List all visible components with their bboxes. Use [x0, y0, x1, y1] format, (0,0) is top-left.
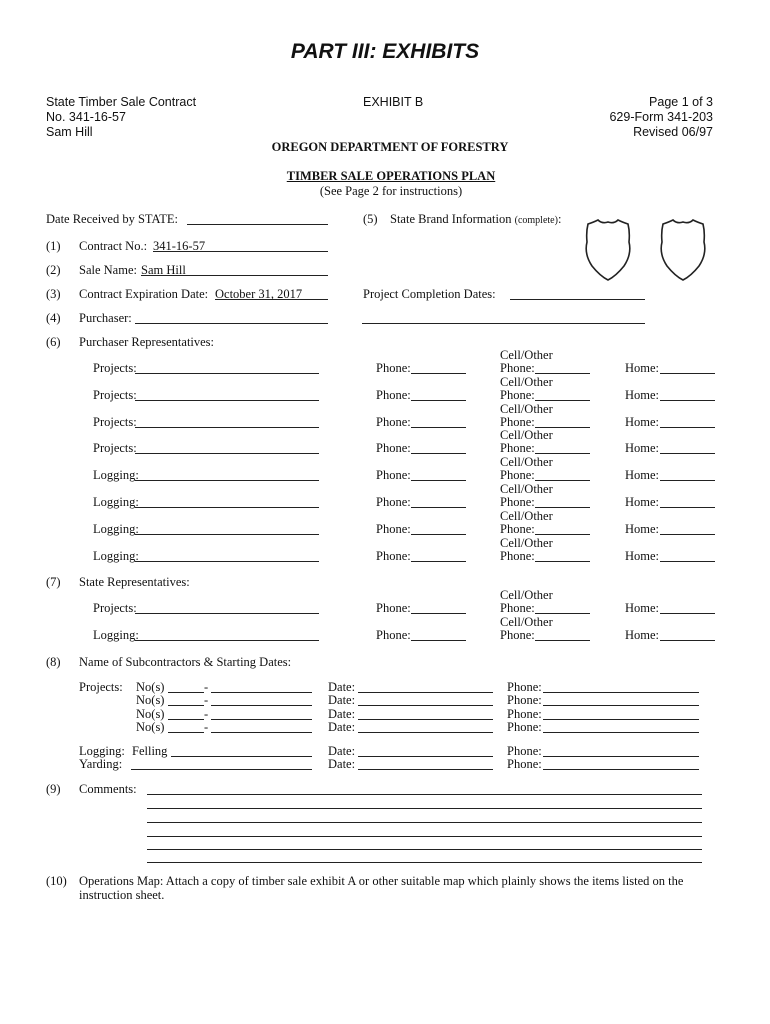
yarding-phone-label: Phone: — [507, 757, 542, 771]
sub-date-label: Date: — [328, 693, 356, 708]
sub-name-field[interactable] — [211, 692, 312, 693]
brand-note: (complete) — [514, 215, 558, 226]
completion-dates-label: Project Completion Dates: — [363, 287, 496, 301]
subcontractors-label: Name of Subcontractors & Starting Dates: — [79, 655, 292, 669]
phone-field[interactable] — [411, 534, 466, 535]
yarding-date-label: Date: — [328, 757, 356, 771]
phone-field[interactable] — [411, 427, 466, 428]
completion-date-field-2[interactable] — [362, 323, 645, 324]
home-label: Home: — [625, 495, 660, 509]
comments-line[interactable] — [147, 836, 702, 837]
home-phone-field[interactable] — [660, 561, 715, 562]
rep-type-label: Logging: — [93, 468, 139, 483]
home-phone-field[interactable] — [660, 534, 715, 535]
yarding-name-field[interactable] — [131, 769, 312, 770]
contract-no-label: Contract No.: — [79, 239, 148, 253]
cell-phone-label: Phone: — [500, 414, 535, 429]
home-label: Home: — [625, 361, 660, 375]
comments-line[interactable] — [147, 862, 702, 863]
comments-line[interactable] — [147, 794, 702, 795]
contract-header-line2: No. 341-16-57 — [46, 110, 126, 124]
sub-dash: - — [204, 706, 209, 721]
sub-phone-label: Phone: — [507, 693, 542, 708]
phone-label: Phone: — [376, 627, 411, 642]
completion-date-field[interactable] — [510, 299, 645, 300]
item-number: (1) — [46, 239, 61, 253]
sub-phone-field[interactable] — [543, 732, 699, 733]
home-phone-field[interactable] — [660, 453, 715, 454]
item-number: (8) — [46, 655, 61, 669]
sub-no-field[interactable] — [168, 732, 204, 733]
cell-other-label: Cell/Other — [500, 455, 553, 470]
home-phone-field[interactable] — [660, 613, 715, 614]
sub-phone-field[interactable] — [543, 719, 699, 720]
sub-name-field[interactable] — [211, 705, 312, 706]
plan-title: TIMBER SALE OPERATIONS PLAN — [286, 169, 496, 183]
phone-field[interactable] — [411, 613, 466, 614]
home-phone-field[interactable] — [660, 507, 715, 508]
rep-name-field[interactable] — [135, 640, 319, 641]
brand-shield-icon[interactable] — [655, 218, 711, 282]
sale-name-field[interactable] — [141, 275, 328, 276]
phone-field[interactable] — [411, 373, 466, 374]
rep-name-field[interactable] — [135, 427, 319, 428]
comments-line[interactable] — [147, 822, 702, 823]
rep-type-label: Projects: — [93, 601, 137, 615]
operations-map-text-2: instruction sheet. — [79, 888, 165, 902]
date-received-field[interactable] — [187, 224, 328, 225]
rep-type-label: Projects: — [93, 361, 137, 375]
contract-no-value[interactable]: 341-16-57 — [153, 239, 206, 253]
brand-shield-icon[interactable] — [580, 218, 636, 282]
cell-phone-label: Phone: — [500, 441, 535, 456]
phone-field[interactable] — [411, 640, 466, 641]
plan-subtitle: (See Page 2 for instructions) — [319, 184, 463, 198]
sub-no-field[interactable] — [168, 719, 204, 720]
yarding-phone-field[interactable] — [543, 769, 699, 770]
home-phone-field[interactable] — [660, 400, 715, 401]
home-label: Home: — [625, 414, 660, 429]
item-number: (3) — [46, 287, 61, 301]
felling-date-field[interactable] — [358, 756, 493, 757]
cell-other-label: Cell/Other — [500, 535, 553, 550]
sub-no-field[interactable] — [168, 692, 204, 693]
sub-logging-label: Logging: — [79, 744, 125, 758]
sub-phone-field[interactable] — [543, 705, 699, 706]
cell-phone-label: Phone: — [500, 387, 535, 402]
phone-label: Phone: — [376, 495, 411, 509]
cell-other-label: Cell/Other — [500, 588, 553, 602]
sub-nos-label: No(s) — [136, 706, 165, 721]
purchaser-field[interactable] — [135, 323, 328, 324]
phone-label: Phone: — [376, 361, 411, 375]
sub-phone-label: Phone: — [507, 706, 542, 721]
cell-phone-label: Phone: — [500, 548, 535, 563]
sub-phone-label: Phone: — [507, 719, 542, 734]
cell-phone-label: Phone: — [500, 495, 535, 509]
phone-label: Phone: — [376, 441, 411, 456]
rep-type-label: Projects: — [93, 441, 137, 456]
sub-name-field[interactable] — [211, 732, 312, 733]
department-name: OREGON DEPARTMENT OF FORESTRY — [271, 140, 509, 154]
home-label: Home: — [625, 521, 660, 536]
rep-type-label: Projects: — [93, 414, 137, 429]
phone-label: Phone: — [376, 414, 411, 429]
purchaser-label: Purchaser: — [79, 311, 132, 325]
cell-phone-label: Phone: — [500, 521, 535, 536]
rep-type-label: Logging: — [93, 627, 139, 642]
sub-phone-field[interactable] — [543, 692, 699, 693]
comments-line[interactable] — [147, 849, 702, 850]
brand-colon: : — [557, 212, 562, 226]
sub-date-field[interactable] — [358, 719, 493, 720]
phone-field[interactable] — [411, 561, 466, 562]
sub-phone-label: Phone: — [507, 680, 542, 694]
cell-phone-label: Phone: — [500, 627, 535, 642]
expiration-date-value[interactable]: October 31, 2017 — [215, 287, 303, 301]
phone-label: Phone: — [376, 601, 411, 615]
felling-name-field[interactable] — [171, 756, 312, 757]
sale-name-value[interactable]: Sam Hill — [141, 263, 186, 277]
cell-phone-label: Phone: — [500, 601, 535, 615]
home-label: Home: — [625, 468, 660, 483]
exhibit-label: EXHIBIT B — [363, 95, 424, 109]
yarding-date-field[interactable] — [358, 769, 493, 770]
felling-phone-field[interactable] — [543, 756, 699, 757]
contract-header-line1: State Timber Sale Contract — [46, 95, 197, 109]
rep-name-field[interactable] — [135, 400, 319, 401]
rep-name-field[interactable] — [135, 507, 319, 508]
contract-header-line3: Sam Hill — [46, 125, 93, 139]
cell-other-label: Cell/Other — [500, 614, 553, 629]
home-phone-field[interactable] — [660, 480, 715, 481]
item-number: (10) — [46, 874, 67, 888]
comments-line[interactable] — [147, 808, 702, 809]
sub-dash: - — [204, 693, 209, 708]
sub-no-field[interactable] — [168, 705, 204, 706]
home-phone-field[interactable] — [660, 640, 715, 641]
rep-type-label: Logging: — [93, 495, 139, 509]
expiration-date-label: Contract Expiration Date: — [79, 287, 209, 301]
cell-other-label: Cell/Other — [500, 508, 553, 523]
sub-date-field[interactable] — [358, 732, 493, 733]
cell-phone-label: Phone: — [500, 361, 535, 375]
rep-type-label: Logging: — [93, 548, 139, 563]
rep-name-field[interactable] — [135, 534, 319, 535]
cell-other-label: Cell/Other — [500, 374, 553, 389]
rep-name-field[interactable] — [135, 613, 319, 614]
expiration-date-field[interactable] — [215, 299, 328, 300]
page-number: Page 1 of 3 — [649, 95, 713, 109]
rep-name-field[interactable] — [135, 480, 319, 481]
item-number: (7) — [46, 575, 61, 589]
contract-no-field[interactable] — [153, 251, 328, 252]
home-label: Home: — [625, 601, 660, 615]
rep-name-field[interactable] — [135, 561, 319, 562]
item-number: (4) — [46, 311, 61, 325]
sub-date-label: Date: — [328, 706, 356, 721]
phone-label: Phone: — [376, 548, 411, 563]
phone-label: Phone: — [376, 387, 411, 402]
cell-phone-field[interactable] — [535, 640, 590, 641]
state-reps-label: State Representatives: — [79, 575, 190, 589]
item-number: (9) — [46, 782, 61, 796]
home-label: Home: — [625, 387, 660, 402]
phone-field[interactable] — [411, 453, 466, 454]
phone-field[interactable] — [411, 480, 466, 481]
cell-other-label: Cell/Other — [500, 401, 553, 416]
date-received-label: Date Received by STATE: — [46, 212, 178, 226]
sub-date-field[interactable] — [358, 692, 493, 693]
page-title: PART III: EXHIBITS — [290, 40, 480, 63]
revision-date: Revised 06/97 — [633, 125, 713, 139]
item-number: (2) — [46, 263, 61, 277]
sale-name-label: Sale Name: — [79, 263, 137, 277]
purchaser-reps-label: Purchaser Representatives: — [79, 335, 215, 349]
sub-date-label: Date: — [328, 719, 356, 734]
home-label: Home: — [625, 441, 660, 456]
sub-name-field[interactable] — [211, 719, 312, 720]
rep-name-field[interactable] — [135, 453, 319, 454]
felling-phone-label: Phone: — [507, 744, 542, 758]
phone-field[interactable] — [411, 400, 466, 401]
home-phone-field[interactable] — [660, 373, 715, 374]
rep-type-label: Logging: — [93, 521, 139, 536]
brand-info-label — [390, 212, 561, 228]
sub-felling-label: Felling — [132, 744, 168, 758]
home-label: Home: — [625, 627, 660, 642]
sub-nos-label: No(s) — [136, 719, 165, 734]
sub-dash: - — [204, 719, 209, 734]
rep-name-field[interactable] — [135, 373, 319, 374]
sub-nos-label: No(s) — [136, 680, 165, 694]
sub-date-label: Date: — [328, 680, 356, 694]
rep-type-label: Projects: — [93, 387, 137, 402]
home-label: Home: — [625, 548, 660, 563]
cell-other-label: Cell/Other — [500, 348, 553, 362]
phone-label: Phone: — [376, 521, 411, 536]
comments-label: Comments: — [79, 782, 137, 796]
sub-nos-label: No(s) — [136, 693, 165, 708]
sub-projects-label: Projects: — [79, 680, 123, 694]
cell-phone-field[interactable] — [535, 561, 590, 562]
cell-other-label: Cell/Other — [500, 482, 553, 496]
brand-number: (5) — [363, 212, 378, 226]
felling-date-label: Date: — [328, 744, 356, 758]
sub-dash: - — [204, 680, 209, 694]
cell-other-label: Cell/Other — [500, 428, 553, 443]
sub-yarding-label: Yarding: — [79, 757, 123, 771]
brand-label: State Brand Information — [390, 212, 512, 226]
operations-map-text-1: Operations Map: Attach a copy of timber sale exhibit A or other suitable map which plainly shows the items listed on the — [79, 874, 684, 888]
phone-label: Phone: — [376, 468, 411, 483]
home-phone-field[interactable] — [660, 427, 715, 428]
cell-phone-label: Phone: — [500, 468, 535, 483]
item-number: (6) — [46, 335, 61, 349]
form-number: 629-Form 341-203 — [609, 110, 713, 124]
phone-field[interactable] — [411, 507, 466, 508]
sub-date-field[interactable] — [358, 705, 493, 706]
